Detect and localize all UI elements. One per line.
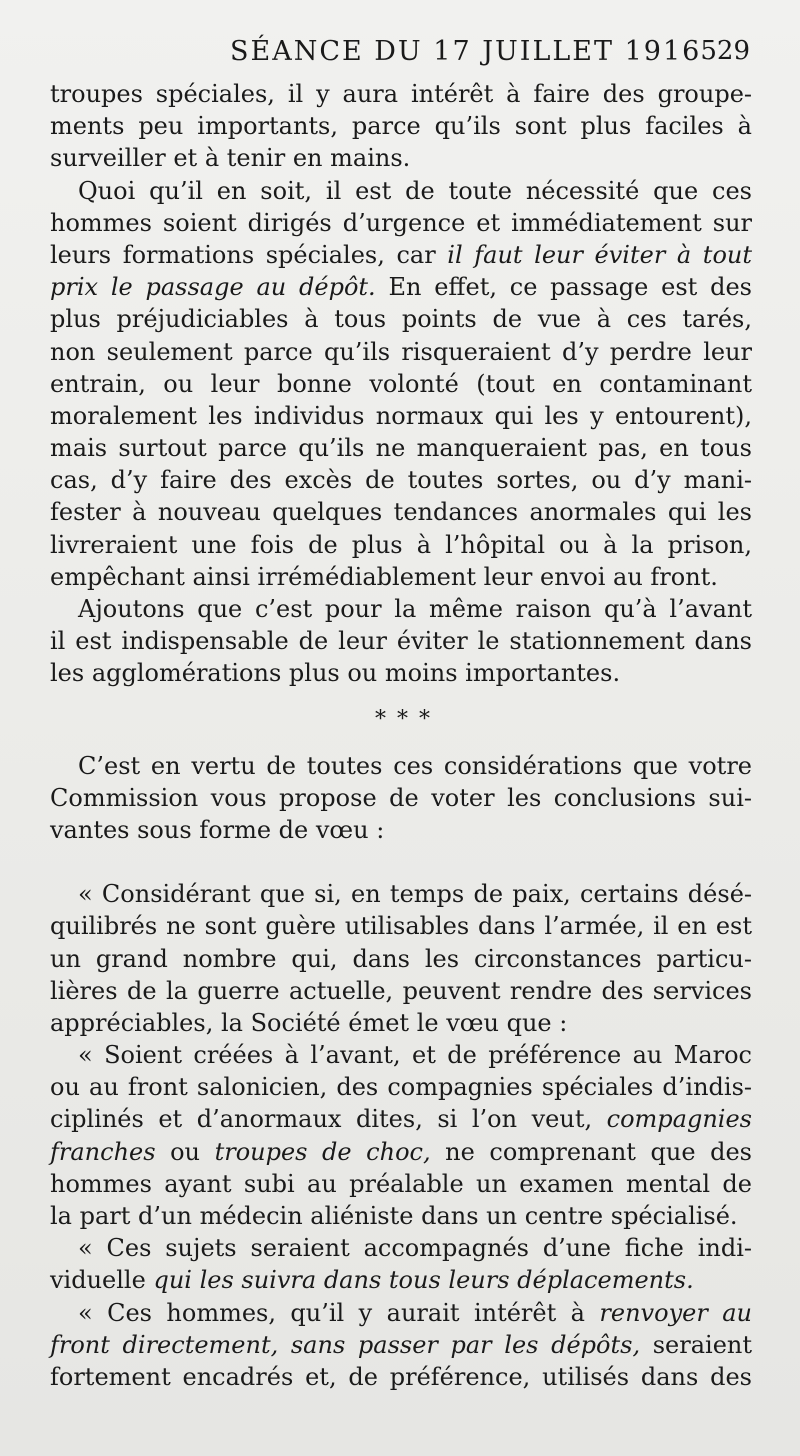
italic-run: il faut leur éviter à tout	[447, 240, 752, 269]
text-line: « Ces sujets seraient accompagnés d’une fiche indi-	[78, 1234, 752, 1263]
text-line: hommes ayant subi au préalable un examen mental de	[50, 1169, 752, 1198]
text-line: Ajoutons que c’est pour la même raison qu’à l’avant	[78, 595, 752, 623]
paragraph-7	[50, 1232, 752, 1296]
text-line: ou au front salonicien, des compagnies spéciales d’indis-	[50, 1073, 752, 1102]
text-run: ou	[170, 1137, 201, 1166]
text-run: En effet, ce passage est des	[388, 273, 752, 302]
text-run: ne comprenant que des	[445, 1137, 752, 1166]
text-line: les agglomérations plus ou moins importantes.	[50, 659, 621, 688]
text-line: livreraient une fois de plus à l’hôpital ou à la prison,	[50, 530, 752, 559]
body-text	[50, 78, 752, 1393]
italic-run: renvoyer au	[599, 1298, 752, 1327]
text-line: la part d’un médecin aliéniste dans un centre spécialisé.	[50, 1202, 738, 1230]
text-line: ments peu importants, parce qu’ils sont plus faciles à	[50, 112, 752, 141]
running-header	[0, 30, 800, 70]
session-title: SÉANCE DU 17 JUILLET 1916	[230, 36, 702, 67]
text-line: C’est en vertu de toutes ces considérations que votre	[78, 751, 752, 780]
text-line: « Soient créées à l’avant, et de préférence au Maroc	[78, 1041, 752, 1070]
text-line: troupes spéciales, il y aura intérêt à faire des groupe-	[50, 80, 752, 108]
text-line: il est indispensable de leur éviter le stationnement dans	[50, 627, 752, 656]
text-line	[50, 271, 752, 303]
paragraph-gap	[50, 846, 752, 878]
text-run: leurs formations spéciales, car	[50, 240, 436, 269]
text-line	[50, 1136, 752, 1168]
text-line: hommes soient dirigés d’urgence et immédiatement sur	[50, 208, 752, 237]
text-line: Commission vous propose de voter les conclusions sui-	[50, 783, 752, 812]
text-run: « Ces hommes, qu’il y aurait intérêt à	[78, 1298, 585, 1327]
paragraph-4	[50, 750, 752, 847]
paragraph-3	[50, 593, 752, 690]
text-line: lières de la guerre actuelle, peuvent rendre des services	[50, 976, 752, 1005]
italic-run: front directement, sans passer par les dépôts,	[50, 1330, 641, 1359]
text-line: mais surtout parce qu’ils ne manqueraient pas, en tous	[50, 434, 752, 463]
text-run: seraient	[652, 1330, 752, 1359]
text-line	[50, 1103, 752, 1135]
page-number: 529	[700, 36, 750, 66]
text-line: moralement les individus normaux qui les y entourent),	[50, 401, 752, 430]
text-line	[50, 1329, 752, 1361]
text-line: surveiller et à tenir en mains.	[50, 144, 411, 173]
italic-run: franches	[50, 1137, 156, 1166]
paragraph-5	[50, 878, 752, 1039]
italic-run: prix le passage au dépôt.	[50, 273, 376, 302]
text-line: quilibrés ne sont guère utilisables dans l’armée, il en est	[50, 912, 752, 941]
section-separator	[50, 690, 752, 750]
text-line: vantes sous forme de vœu :	[50, 815, 385, 844]
text-line: entrain, ou leur bonne volonté (tout en contaminant	[50, 369, 752, 398]
text-run: viduelle	[50, 1266, 146, 1295]
text-line: plus préjudiciables à tous points de vue à ces tarés,	[50, 305, 752, 334]
text-line	[50, 1297, 752, 1329]
text-line: appréciables, la Société émet le vœu que :	[50, 1008, 568, 1037]
paragraph-1	[50, 78, 752, 175]
italic-run: compagnies	[606, 1105, 752, 1134]
text-line	[50, 239, 752, 271]
italic-run: qui les suivra dans tous leurs déplacements.	[153, 1266, 694, 1295]
italic-run: troupes de choc,	[214, 1137, 431, 1166]
paragraph-6	[50, 1039, 752, 1232]
text-line	[50, 1264, 752, 1296]
asterism: * * *	[375, 706, 432, 732]
text-line: Quoi qu’il en soit, il est de toute nécessité que ces	[78, 176, 752, 205]
text-line: « Considérant que si, en temps de paix, certains désé-	[78, 880, 752, 909]
text-line: empêchant ainsi irrémédiablement leur envoi au front.	[50, 562, 718, 591]
paragraph-2	[50, 175, 752, 593]
text-line: cas, d’y faire des excès de toutes sortes, ou d’y mani-	[50, 466, 752, 495]
text-line: fortement encadrés et, de préférence, utilisés dans des	[50, 1362, 752, 1391]
text-line: fester à nouveau quelques tendances anormales qui les	[50, 498, 752, 527]
text-line: non seulement parce qu’ils risqueraient d’y perdre leur	[50, 337, 752, 366]
paragraph-8	[50, 1297, 752, 1394]
text-line: un grand nombre qui, dans les circonstances particu-	[50, 944, 752, 973]
text-run: ciplinés et d’anormaux dites, si l’on veut,	[50, 1105, 593, 1134]
